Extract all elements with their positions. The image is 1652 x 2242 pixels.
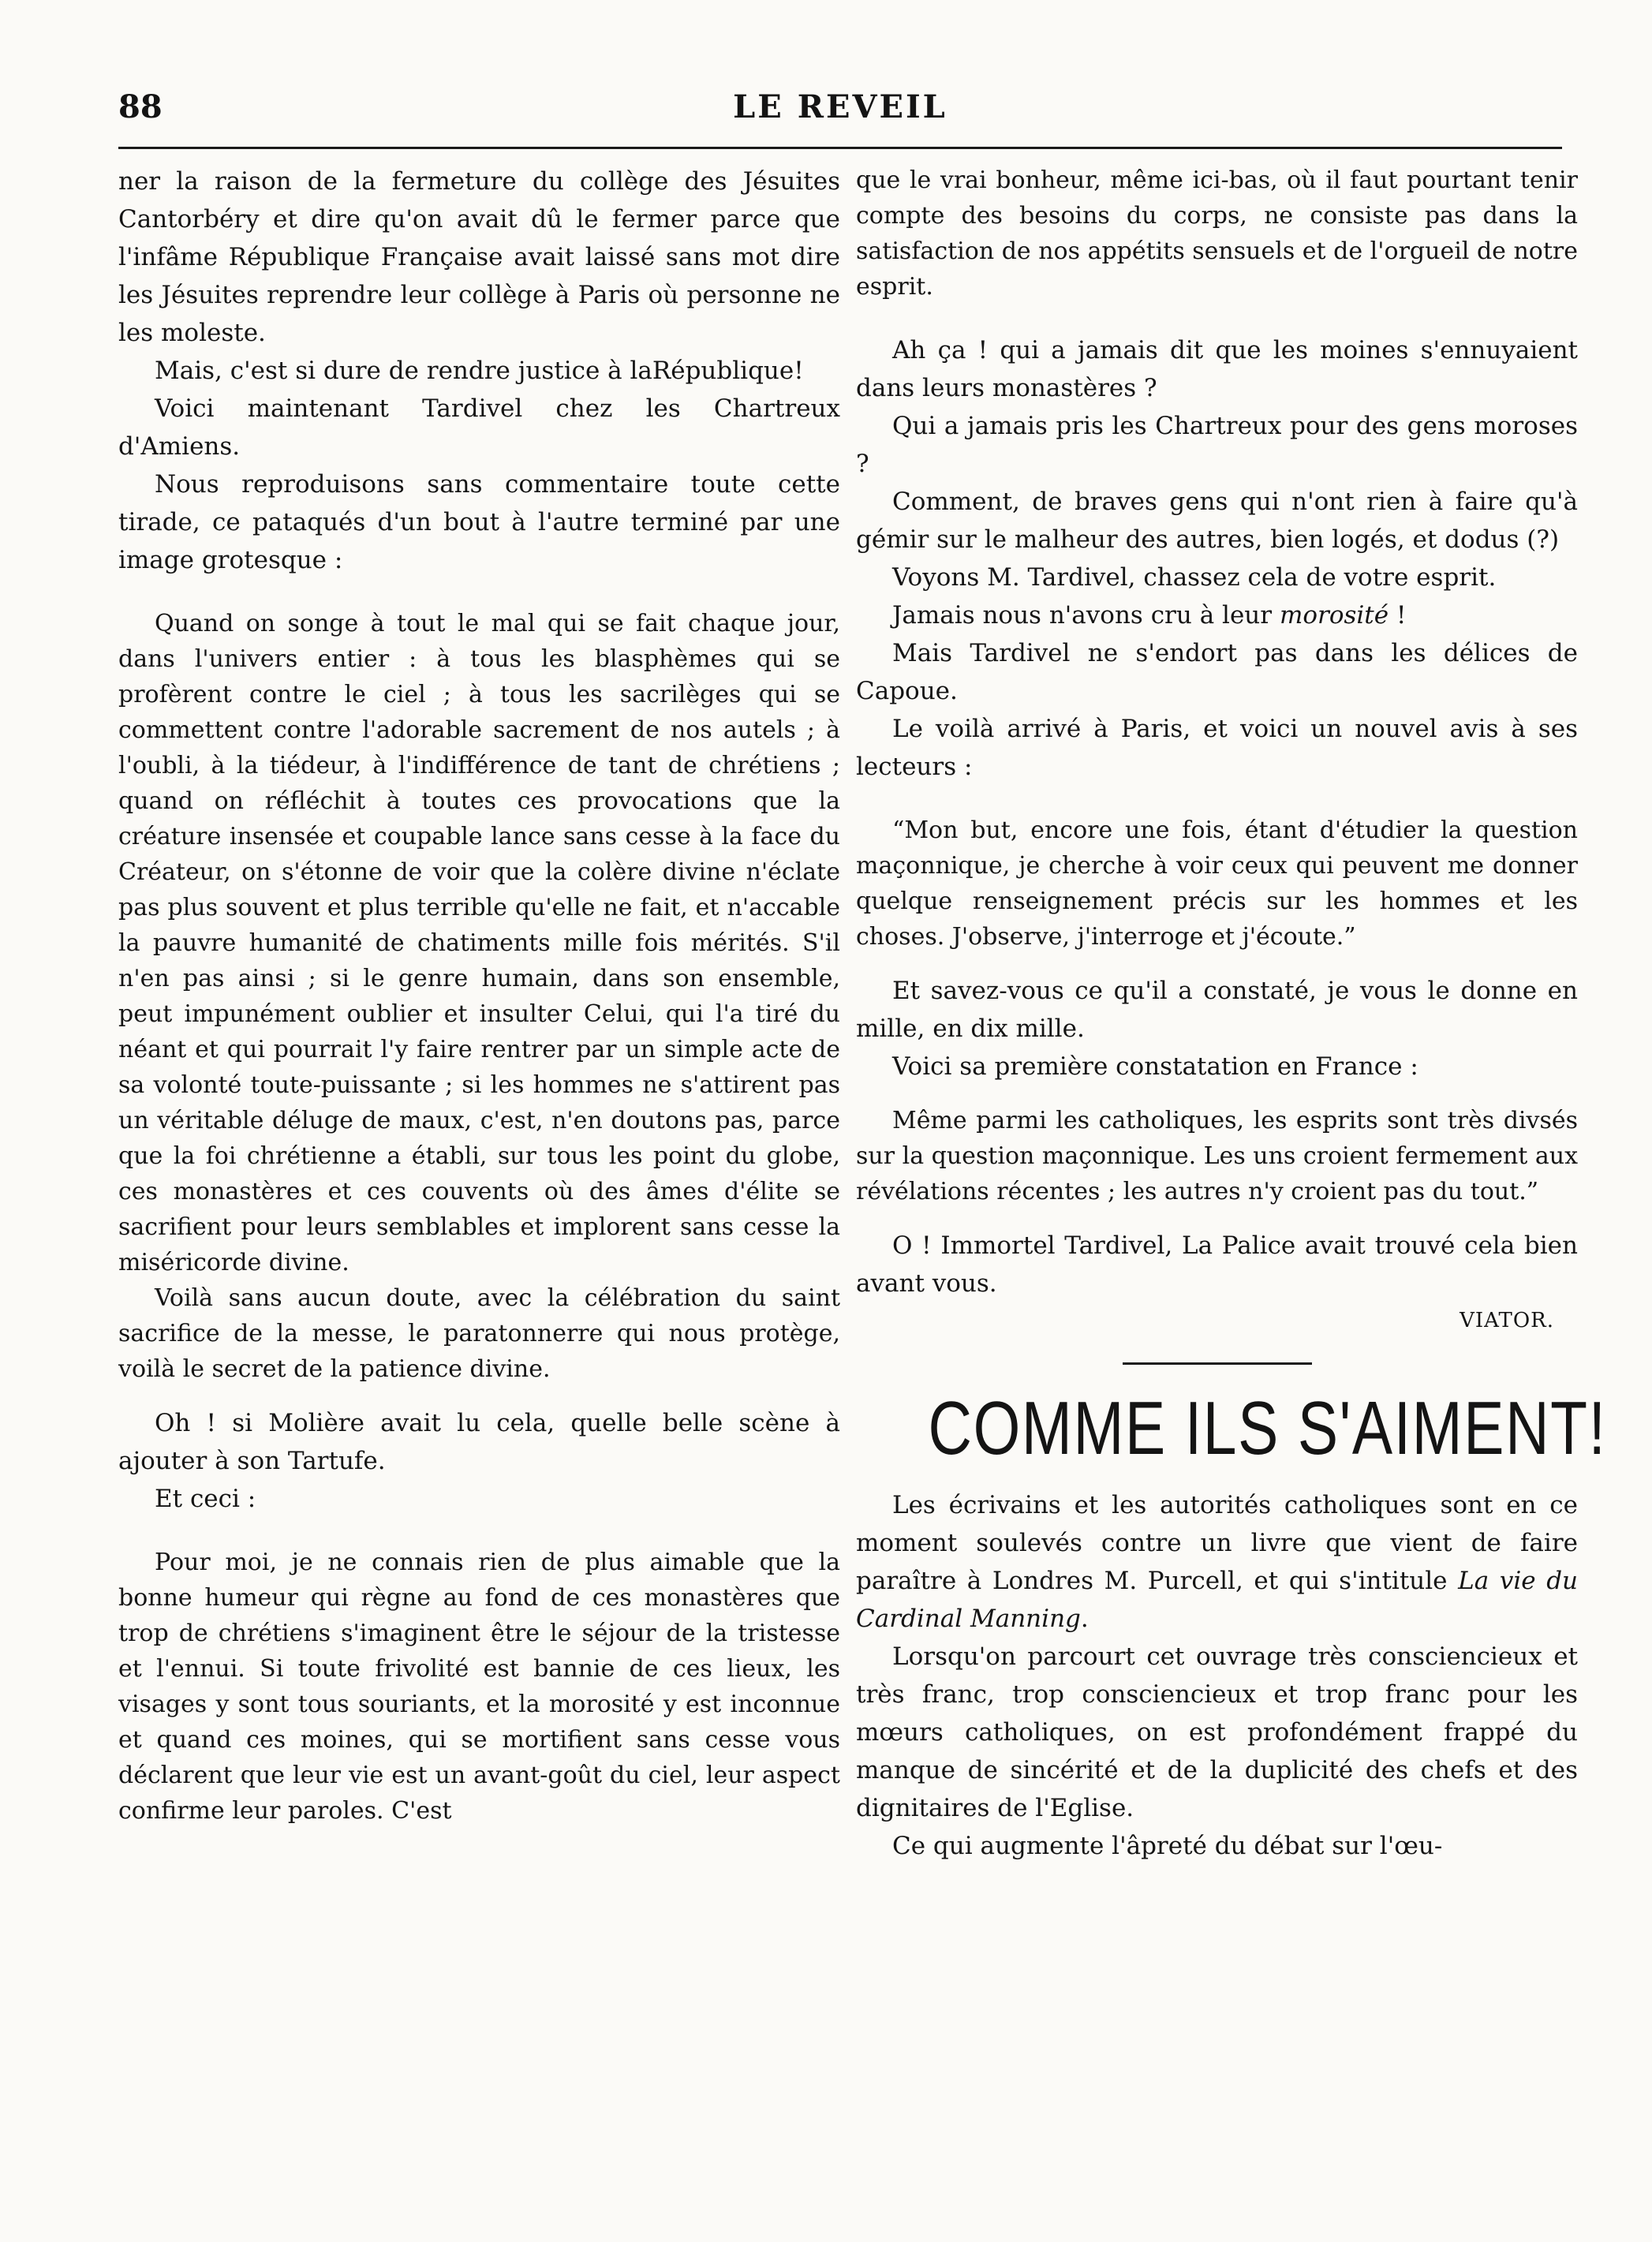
left-column	[118, 163, 840, 1829]
quoted-paragraph: que le vrai bonheur, même ici-bas, où il faut pourtant tenir compte des besoins du corps, ne consiste pas dans la satisfaction de nos appétits sensuels et de l'orgueil de notre esprit.	[856, 166, 1578, 301]
page-title: LE REVEIL	[733, 88, 947, 125]
book-title: La vie du Cardinal Manning	[856, 1567, 1578, 1633]
article-headline: COMME ILS S'AIMENT!	[928, 1386, 1607, 1470]
section-divider	[1123, 1362, 1312, 1365]
paragraph: Comment, de braves gens qui n'ont rien à faire qu'à gémir sur le malheur des autres, bien logés, et dodus (?)	[856, 488, 1578, 554]
paragraph: Qui a jamais pris les Chartreux pour des gens moroses ?	[856, 412, 1578, 478]
signature: VIATOR.	[1460, 1309, 1554, 1332]
quoted-paragraph: “Mon but, encore une fois, étant d'étudier la question maçonnique, je cherche à voir ceux qui peuvent me donner quelque renseignement précis sur les hommes et les choses. J'observe, j'interroge et j'écoute.”	[856, 816, 1578, 951]
paragraph: Voici sa première constatation en France :	[892, 1052, 1418, 1081]
paragraph: Mais, c'est si dure de rendre justice à laRépublique!	[155, 357, 804, 385]
paragraph: Les écrivains et les autorités catholiques sont en ce moment soulevés contre un livre que vient de faire paraître à Londres M. Purcell, et qui s'intitule La vie du Cardinal Manning.	[856, 1491, 1578, 1633]
paragraph: Nous reproduisons sans commentaire toute cette tirade, ce pataqués d'un bout à l'autre terminé par une image grotesque :	[118, 470, 840, 574]
paragraph: Jamais nous n'avons cru à leur morosité !	[892, 601, 1407, 630]
page-number: 88	[118, 88, 163, 125]
paragraph: Oh ! si Molière avait lu cela, quelle belle scène à ajouter à son Tartufe.	[118, 1409, 840, 1475]
page-header	[118, 88, 1562, 136]
header-rule	[118, 147, 1562, 149]
paragraph: Voyons M. Tardivel, chassez cela de votre esprit.	[892, 563, 1497, 592]
paragraph: Et ceci :	[155, 1485, 256, 1513]
quoted-paragraph: Quand on songe à tout le mal qui se fait chaque jour, dans l'univers entier : à tous les blasphèmes qui se profèrent contre le ciel ; à tous les sacrilèges qui se commettent contre l'adorable sacrement de nos autels ; à l'oubli, à la tiédeur, à l'indifférence de tant de chrétiens ; quand on réfléchit à toutes ces provocations que la créature insensée et coupable lance sans cesse à la face du Créateur, on s'étonne de voir que la colère divine n'éclate pas plus souvent et plus terrible qu'elle ne fait, et n'accable la pauvre humanité de chatiments mille fois mérités. S'il n'en pas ainsi ; si le genre humain, dans son ensemble, peut impunément oublier et insulter Celui, qui l'a tiré du néant et qui pourrait l'y faire rentrer par un simple acte de sa volonté toute-puissante ; si les hommes ne s'attirent pas un véritable déluge de maux, c'est, n'en doutons pas, parce que la foi chrétienne a établi, sur tous les point du globe, ces monastères et ces couvents où des âmes d'élite se sacrifient pour leurs semblables et implorent sans cesse la miséricorde divine.	[118, 610, 840, 1276]
emphasis: morosité	[1279, 601, 1389, 630]
paragraph: Le voilà arrivé à Paris, et voici un nouvel avis à ses lecteurs :	[856, 715, 1578, 781]
quoted-paragraph: Voilà sans aucun doute, avec la célébration du saint sacrifice de la messe, le paratonnerre qui nous protège, voilà le secret de la patience divine.	[118, 1284, 840, 1383]
paragraph: Et savez-vous ce qu'il a constaté, je vous le donne en mille, en dix mille.	[856, 977, 1578, 1043]
paragraph: Lorsqu'on parcourt cet ouvrage très consciencieux et très franc, trop consciencieux et trop franc pour les mœurs catholiques, on est profondément frappé du manque de sincérité et de la duplicité des chefs et des dignitaires de l'Eglise.	[856, 1642, 1578, 1822]
paragraph: Mais Tardivel ne s'endort pas dans les délices de Capoue.	[856, 639, 1578, 705]
paragraph: Voici maintenant Tardivel chez les Chartreux d'Amiens.	[118, 394, 840, 461]
paragraph: Ah ça ! qui a jamais dit que les moines s'ennuyaient dans leurs monastères ?	[856, 336, 1578, 402]
quoted-paragraph: Pour moi, je ne connais rien de plus aimable que la bonne humeur qui règne au fond de ces monastères que trop de chrétiens s'imaginent être le séjour de la tristesse et l'ennui. Si toute frivolité est bannie de ces lieux, les visages y sont tous souriants, et la morosité y est inconnue et quand ces moines, qui se mortifient sans cesse vous déclarent que leur vie est un avant-goût du ciel, leur aspect confirme leur paroles. C'est	[118, 1549, 840, 1825]
quoted-paragraph: Même parmi les catholiques, les esprits sont très divsés sur la question maçonnique. Les uns croient fermement aux révélations récentes ; les autres n'y croient pas du tout.”	[856, 1107, 1578, 1205]
right-column	[856, 163, 1607, 1865]
paragraph: O ! Immortel Tardivel, La Palice avait trouvé cela bien avant vous.	[856, 1231, 1578, 1298]
paragraph: ner la raison de la fermeture du collège des Jésuites Cantorbéry et dire qu'on avait dû le fermer parce que l'infâme République Française avait laissé sans mot dire les Jésuites reprendre leur collège à Paris où personne ne les moleste.	[118, 167, 840, 347]
paragraph: Ce qui augmente l'âpreté du débat sur l'œu-	[892, 1832, 1443, 1860]
